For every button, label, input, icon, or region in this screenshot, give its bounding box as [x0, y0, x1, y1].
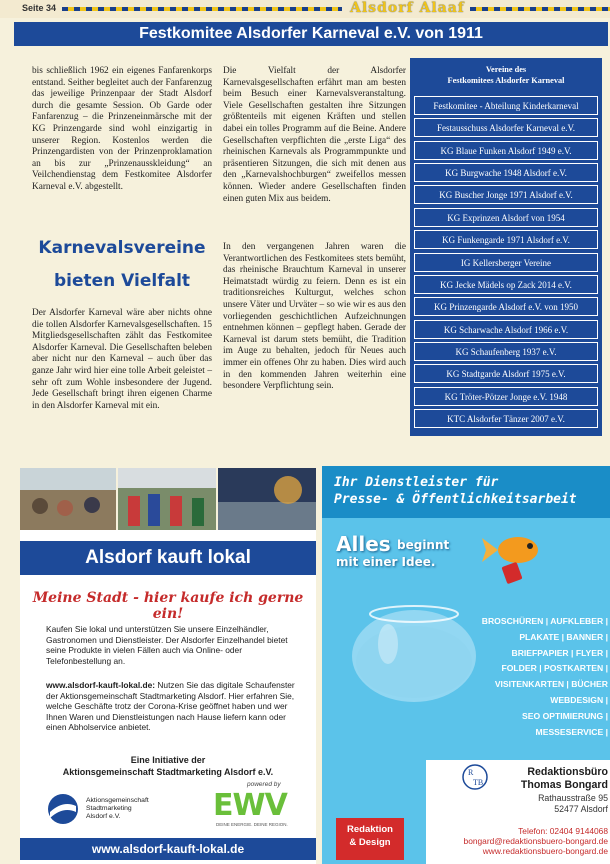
- ad-headline: Alsdorf kauft lokal: [20, 541, 316, 575]
- club-item: KG Schaufenberg 1937 e.V.: [414, 342, 598, 361]
- club-item: KG Prinzengarde Alsdorf e.V. von 1950: [414, 297, 598, 316]
- club-item: KG Scharwache Alsdorf 1966 e.V.: [414, 320, 598, 339]
- service-item: WEBDESIGN |: [550, 694, 608, 705]
- header-stripe-left: [62, 7, 342, 11]
- page-number: Seite 34: [22, 3, 57, 13]
- ad-slogan: Meine Stadt - hier kaufe ich gerne ein!: [32, 590, 304, 622]
- club-heading-line1: Vereine des: [485, 65, 527, 74]
- redaktion-design-badge: [336, 818, 404, 860]
- contact-web[interactable]: www.redaktionsbuero-bongard.de: [482, 846, 608, 856]
- claim-big-word: Alles: [336, 532, 391, 556]
- ag-line1: Aktionsgemeinschaft: [86, 797, 149, 804]
- svg-text:R: R: [468, 768, 474, 777]
- powered-by-label: powered by: [247, 781, 281, 788]
- ad-url-lead: www.alsdorf-kauft-lokal.de:: [46, 680, 156, 690]
- article-col1-para1: bis schließlich 1962 ein eigenes Fanfarenkorps entstand. Seither begleitet auch der Fanfarenzug das jeweilige Prinzenpaar der Stadt Alsdorf durch die gesamte Session. Ob Garde oder Fanfarenzug – die Prinzeneinmärsche mit der KG Prinzengarde sind wohl einzigartig in unserer Region. Kostenlos werden die Prinzengardisten von der Prinzenproklamation an bis zur „Prinzenausskleidung“ an Veilchendienstag dem Festkomitee Alsdorfer Karneval e.V. abgestellt.: [32, 66, 212, 192]
- ad-right-title-line1: Ihr Dienstleister für: [334, 475, 499, 490]
- address-city: 52477 Alsdorf: [554, 803, 608, 814]
- service-item: BRIEFPAPIER | FLYER |: [511, 647, 608, 658]
- badge-line1: Redaktion: [347, 824, 393, 835]
- badge-line2: & Design: [349, 837, 391, 848]
- service-item: FOLDER | POSTKARTEN |: [501, 663, 608, 674]
- subheading-line2: bieten Vielfalt: [53, 271, 191, 291]
- club-item: Festausschuss Alsdorfer Karneval e.V.: [414, 118, 598, 137]
- club-item: KG Exprinzen Alsdorf von 1954: [414, 208, 598, 227]
- ad-paragraph-1: Kaufen Sie lokal und unterstützen Sie unsere Einzelhändler, Gastronomen und Dienstleister. Der Alsdorfer Einzelhandel bietet seine Produkte in vielen Fällen auch via Online- oder Telefonbestellung an.: [46, 624, 288, 666]
- article-col2-para2: In den vergangenen Jahren waren die Verantwortlichen des Festkomitees stets bemüht, das rheinische Brauchtum Karneval in unserer Heimatstadt würdig zu feiern. Denn es ist ein traditionsreiches Kulturgut, welches schon unsere Väter und Urväter – so wie wir es aus den vorliegenden geschichtlichen Aufzeichnungen entnehmen können – gepflegt haben. Gerade der Karneval ist darum stets bemüht, die Tradition im Auge zu behalten, jedoch für Neues auch immer ein offenes Ohr zu haben. Dies wird auch in den kommenden Jahren weiterhin eine besondere Verpflichtung sein.: [223, 242, 406, 392]
- claim-line1: beginnt: [397, 538, 450, 552]
- svg-text:TB: TB: [473, 778, 484, 787]
- contact-phone: Telefon: 02404 9144068: [518, 826, 608, 836]
- service-item: PLAKATE | BANNER |: [519, 631, 608, 642]
- ad-right-title: [334, 474, 604, 508]
- ad-paragraph-2-text: Nutzen Sie das digitale Schaufenster der Aktionsgemeinschaft Stadtmarketing Alsdorf. Hier erfahren Sie, welche Geschäfte trotz der Corona-Krise geöffnet haben und wer Ihnen Waren und Dienstleistungen nach Hause liefern kann oder einen Abholservice anbietet.: [46, 680, 295, 733]
- street-photo-strip: [20, 468, 316, 530]
- company-address: [426, 793, 608, 815]
- article-title: Festkomitee Alsdorfer Karneval e.V. von 1911: [14, 22, 608, 46]
- article-col1-para2: Der Alsdorfer Karneval wäre aber nichts ohne die tollen Alsdorfer Karnevalsgesellschaften. 15 Mitgliedsgesellschaften zählt das Festkomitee Alsdorfer Karneval. Die Gesellschaften beleben aber nicht nur den Karneval – auch über das ganze Jahr wird hier eine tolle Arbeit geleistet – sehr oft zum Wohle insbesondere der Jugend. Jede Gesellschaft bringt ihren eigenen Charme in den Alsdorfer Karneval mit ein.: [32, 308, 212, 411]
- ewv-logo: EWV: [213, 788, 287, 823]
- service-item: BROSCHÜREN | AUFKLEBER |: [481, 616, 608, 626]
- ag-line2: Stadtmarketing: [86, 805, 132, 812]
- company-contact: [426, 826, 608, 856]
- club-heading-line2: Festkomitees Alsdorfer Karneval: [447, 76, 565, 85]
- initiative-line2: Aktionsgemeinschaft Stadtmarketing Alsdorf e.V.: [62, 767, 274, 777]
- article-col2-para1: Die Vielfalt der Alsdorfer Karnevalsgesellschaften erfährt man am besten beim Besuch einer Karnevalsveranstaltung. Viele Gesellschaften gestalten ihre Sitzungen größtenteils mit eigenen Kräften und stellen dabei ein tolles Programm auf die Beine. Andere Gesellschaften verpflichten die „erste Liga“ des rheinischen Karnevals als Programmpunkte und präsentieren Sitzungen, die sich mit denen aus den „Karnevalshochburgen“ zweifellos messen können. Wieder andere Gesellschaften finden einen guten Mix aus beidem.: [223, 66, 406, 204]
- ad-right-title-line2: Presse- & Öffentlichkeitsarbeit: [334, 492, 577, 507]
- ewv-tagline: DEINE ENERGIE. DEINE REGION.: [216, 822, 288, 827]
- club-item: Festkomitee - Abteilung Kinderkarneval: [414, 96, 598, 115]
- service-item: MESSESERVICE |: [535, 726, 608, 737]
- club-item: KTC Alsdorfer Tänzer 2007 e.V.: [414, 409, 598, 428]
- club-item: KG Blaue Funken Alsdorf 1949 e.V.: [414, 141, 598, 160]
- club-item: KG Jecke Mädels op Zack 2014 e.V.: [414, 275, 598, 294]
- address-street: Rathausstraße 95: [538, 793, 608, 803]
- contact-email[interactable]: bongard@redaktionsbuero-bongard.de: [463, 836, 608, 846]
- claim-line2: mit einer Idee.: [336, 555, 436, 569]
- club-item: KG Stadtgarde Alsdorf 1975 e.V.: [414, 364, 598, 383]
- aktionsgemeinschaft-logo-icon: [46, 792, 80, 826]
- ad-paragraph-2: [46, 680, 296, 733]
- company-line1: Redaktionsbüro: [527, 766, 608, 778]
- company-line2: Thomas Bongard: [520, 779, 608, 791]
- club-item: KG Funkengarde 1971 Alsdorf e.V.: [414, 230, 598, 249]
- company-name: [490, 766, 608, 792]
- goldfish-icon: [478, 528, 548, 588]
- header-stripe-right: [470, 7, 610, 11]
- club-item: KG Tröter-Pötzer Jonge e.V. 1948: [414, 387, 598, 406]
- aktionsgemeinschaft-logo-text: [86, 797, 176, 821]
- club-item: KG Burgwache 1948 Alsdorf e.V.: [414, 163, 598, 182]
- service-list: [446, 614, 608, 740]
- club-list-heading: [412, 64, 600, 94]
- magazine-brand: Alsdorf Alaaf: [350, 0, 465, 16]
- club-item: KG Buscher Jonge 1971 Alsdorf e.V.: [414, 185, 598, 204]
- ag-line3: Alsdorf e.V.: [86, 813, 121, 820]
- service-item: SEO OPTIMIERUNG |: [522, 710, 608, 721]
- article-subheading: [32, 232, 212, 298]
- service-item: VISITENKARTEN | BÜCHER: [494, 679, 608, 690]
- subheading-line1: Karnevalsvereine: [38, 238, 206, 258]
- redaktionsbuero-logo-icon: [462, 764, 488, 790]
- initiative-line1: Eine Initiative der: [130, 755, 206, 765]
- club-item: IG Kellersberger Vereine: [414, 253, 598, 272]
- ad-url-link[interactable]: www.alsdorf-kauft-lokal.de: [20, 838, 316, 860]
- ad-initiative: [20, 754, 316, 778]
